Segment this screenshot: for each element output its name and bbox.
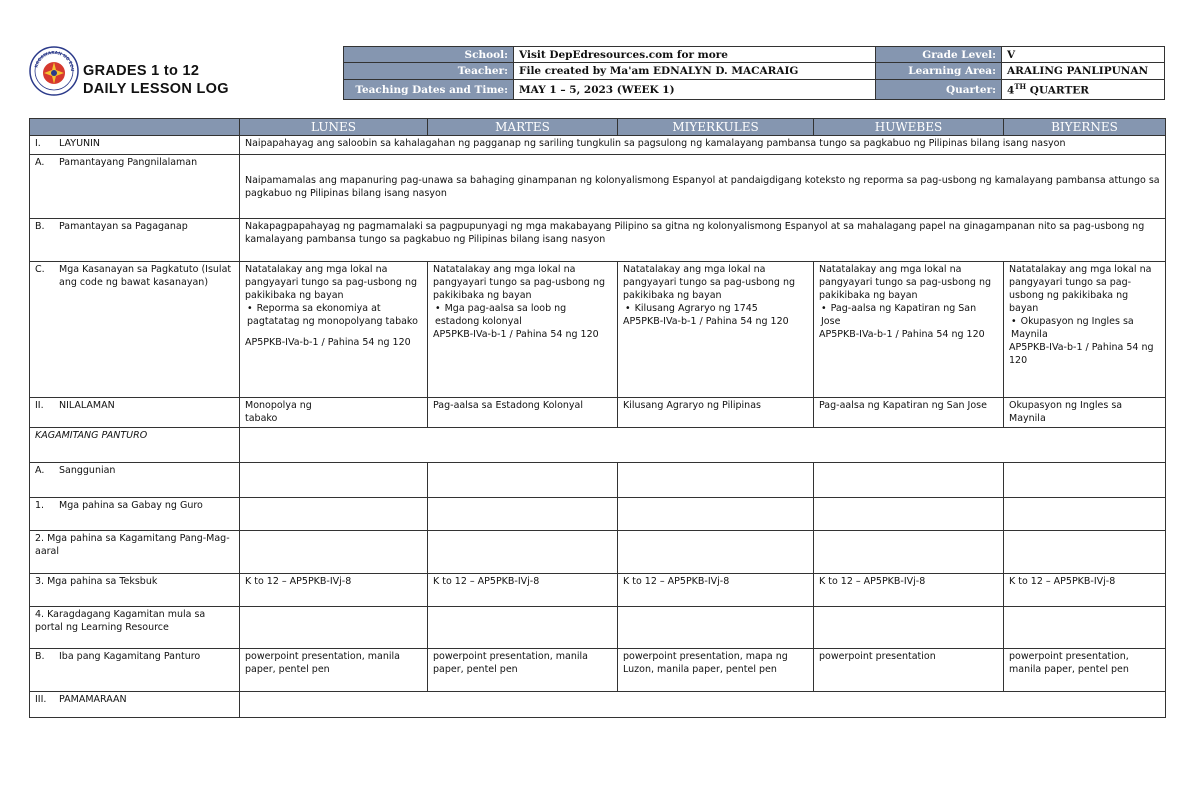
quarter-label: Quarter: <box>876 80 1002 100</box>
quarter-number: 4 <box>1007 84 1015 97</box>
teaching-dates-label: Teaching Dates and Time: <box>344 80 514 100</box>
row-label-kagamitang-mag-aaral: 2. Mga pahina sa Kagamitang Pang-Mag-aaral <box>30 531 240 574</box>
kasanayan-huwebes: Natatalakay ang mga lokal na pangyayari tungo sa pag-usbong ng pakikibaka ng bayan • Pag-aalsa ng Kapatiran ng San Jose AP5PKB-IVa-b-1 / Pahina 54 ng 120 <box>814 262 1004 398</box>
learning-area-label: Learning Area: <box>876 63 1002 80</box>
row-pamantayang-pangnilalaman <box>30 155 1166 219</box>
gabay-biyernes <box>1004 498 1166 531</box>
iba-pang-martes: powerpoint presentation, manila paper, pentel pen <box>428 649 618 692</box>
sanggunian-martes <box>428 463 618 498</box>
row-gabay-ng-guro <box>30 498 1166 531</box>
row-kagamitang-mag-aaral <box>30 531 1166 574</box>
karagdagang-martes <box>428 607 618 649</box>
school-value: Visit DepEdresources.com for more <box>514 47 876 63</box>
nilalaman-huwebes: Pag-aalsa ng Kapatiran ng San Jose <box>814 398 1004 428</box>
lesson-log-table <box>29 118 1166 718</box>
teksbuk-miyerkules: K to 12 – AP5PKB-IVj-8 <box>618 574 814 607</box>
karagdagang-biyernes <box>1004 607 1166 649</box>
kagamitang-panturo-cell <box>240 428 1166 463</box>
mag-aaral-huwebes <box>814 531 1004 574</box>
iba-pang-miyerkules: powerpoint presentation, mapa ng Luzon, manila paper, pentel pen <box>618 649 814 692</box>
sanggunian-huwebes <box>814 463 1004 498</box>
teksbuk-biyernes: K to 12 – AP5PKB-IVj-8 <box>1004 574 1166 607</box>
nilalaman-miyerkules: Kilusang Agraryo ng Pilipinas <box>618 398 814 428</box>
nilalaman-martes: Pag-aalsa sa Estadong Kolonyal <box>428 398 618 428</box>
gabay-miyerkules <box>618 498 814 531</box>
row-label-layunin: I. LAYUNIN <box>30 136 240 155</box>
karagdagang-miyerkules <box>618 607 814 649</box>
quarter-word: QUARTER <box>1029 84 1090 97</box>
row-label-teksbuk: 3. Mga pahina sa Teksbuk <box>30 574 240 607</box>
mag-aaral-martes <box>428 531 618 574</box>
teacher-value: File created by Ma'am EDNALYN D. MACARAIG <box>514 63 876 80</box>
learning-area-value: ARALING PANLIPUNAN <box>1002 63 1165 80</box>
pamantayang-pangnilalaman-text: Naipamamalas ang mapanuring pag-unawa sa bahaging ginampanan ng kolonyalismong Espanyol at pandaigdigang koteksto ng reporma sa pag-usbong ng kamalayang pambansa attungo sa pagkabuo ng Pilipinas bilang isang nasyon <box>240 155 1166 219</box>
row-label-kasanayan: C. Mga Kasanayan sa Pagkatuto (Isulat ang code ng bawat kasanayan) <box>30 262 240 398</box>
row-kagamitang-panturo <box>30 428 1166 463</box>
teacher-label: Teacher: <box>344 63 514 80</box>
sanggunian-biyernes <box>1004 463 1166 498</box>
row-label-pamantayan-pagganap: B. Pamantayan sa Pagaganap <box>30 219 240 262</box>
grade-level-label: Grade Level: <box>876 47 1002 63</box>
row-label-kagamitang-panturo: KAGAMITANG PANTURO <box>30 428 240 463</box>
sanggunian-miyerkules <box>618 463 814 498</box>
row-nilalaman <box>30 398 1166 428</box>
school-label: School: <box>344 47 514 63</box>
nilalaman-lunes: Monopolya ng tabako <box>240 398 428 428</box>
day-header-row <box>30 119 1166 136</box>
row-label-pamantayang-pangnilalaman: A. Pamantayang Pangnilalaman <box>30 155 240 219</box>
row-karagdagang-kagamitan <box>30 607 1166 649</box>
mag-aaral-biyernes <box>1004 531 1166 574</box>
kasanayan-lunes: Natatalakay ang mga lokal na pangyayari tungo sa pag-usbong ng pakikibaka ng bayan • Reporma sa ekonomiya at pagtatatag ng monopolyang tabako AP5PKB-IVa-b-1 / Pahina 54 ng 120 <box>240 262 428 398</box>
day-header-miyerkules: MIYERKULES <box>618 119 814 136</box>
header-info-table <box>343 46 1165 100</box>
iba-pang-huwebes: powerpoint presentation <box>814 649 1004 692</box>
day-header-martes: MARTES <box>428 119 618 136</box>
svg-text:KAGAWARAN NG EDUKASYON: KAGAWARAN NG EDU <box>33 49 76 72</box>
mag-aaral-lunes <box>240 531 428 574</box>
row-layunin <box>30 136 1166 155</box>
karagdagang-lunes <box>240 607 428 649</box>
title-line-2: DAILY LESSON LOG <box>83 81 229 97</box>
teksbuk-lunes: K to 12 – AP5PKB-IVj-8 <box>240 574 428 607</box>
kasanayan-martes: Natatalakay ang mga lokal na pangyayari tungo sa pag-usbong ng pakikibaka ng bayan • Mga pag-aalsa sa loob ng estadong kolonyal AP5PKB-IVa-b-1 / Pahina 54 ng 120 <box>428 262 618 398</box>
corner-cell <box>30 119 240 136</box>
row-label-gabay-ng-guro: 1. Mga pahina sa Gabay ng Guro <box>30 498 240 531</box>
row-label-sanggunian: A. Sanggunian <box>30 463 240 498</box>
row-iba-pang-kagamitan <box>30 649 1166 692</box>
layunin-text: Naipapahayag ang saloobin sa kahalagahan ng pagganap ng sariling tungkulin sa pagsulong ng kamalayang pambansa tungo sa pagkabuo ng Pilipinas bilang isang nasyon <box>240 136 1166 155</box>
pamamaraan-cell <box>240 692 1166 718</box>
teaching-dates-value: MAY 1 – 5, 2023 (WEEK 1) <box>514 80 876 100</box>
day-header-huwebes: HUWEBES <box>814 119 1004 136</box>
kasanayan-biyernes: Natatalakay ang mga lokal na pangyayari tungo sa pag-usbong ng pakikibaka ng bayan • Okupasyon ng Ingles sa Maynila AP5PKB-IVa-b-1 / Pahina 54 ng 120 <box>1004 262 1166 398</box>
row-teksbuk <box>30 574 1166 607</box>
row-label-pamamaraan: III. PAMAMARAAN <box>30 692 240 718</box>
teksbuk-martes: K to 12 – AP5PKB-IVj-8 <box>428 574 618 607</box>
teksbuk-huwebes: K to 12 – AP5PKB-IVj-8 <box>814 574 1004 607</box>
row-pamantayan-pagganap <box>30 219 1166 262</box>
grade-level-value: V <box>1002 47 1165 63</box>
sanggunian-lunes <box>240 463 428 498</box>
day-header-biyernes: BIYERNES <box>1004 119 1166 136</box>
row-label-iba-pang-kagamitan: B. Iba pang Kagamitang Panturo <box>30 649 240 692</box>
karagdagang-huwebes <box>814 607 1004 649</box>
row-label-karagdagang-kagamitan: 4. Karagdagang Kagamitan mula sa portal ng Learning Resource <box>30 607 240 649</box>
nilalaman-biyernes: Okupasyon ng Ingles sa Maynila <box>1004 398 1166 428</box>
row-label-nilalaman: II. NILALAMAN <box>30 398 240 428</box>
row-sanggunian <box>30 463 1166 498</box>
row-kasanayan <box>30 262 1166 398</box>
quarter-suffix: TH <box>1014 82 1027 92</box>
kasanayan-miyerkules: Natatalakay ang mga lokal na pangyayari tungo sa pag-usbong ng pakikibaka ng bayan • Kilusang Agraryo ng 1745 AP5PKB-IVa-b-1 / Pahina 54 ng 120 <box>618 262 814 398</box>
title-line-1: GRADES 1 to 12 <box>83 63 200 79</box>
row-pamamaraan <box>30 692 1166 718</box>
quarter-value <box>1002 80 1165 100</box>
deped-seal-logo <box>29 46 79 96</box>
gabay-martes <box>428 498 618 531</box>
pamantayan-pagganap-text: Nakapagpapahayag ng pagmamalaki sa pagpupunyagi ng mga makabayang Pilipino sa gitna ng kolonyalismong Espanyol at sa mahalagang papel na ginagampanan nito sa pag-usbong ng kamalayang pambansa tungo sa pagkabuo ng Pilipinas bilang isang nasyon <box>240 219 1166 262</box>
document-title <box>83 62 229 98</box>
iba-pang-lunes: powerpoint presentation, manila paper, pentel pen <box>240 649 428 692</box>
mag-aaral-miyerkules <box>618 531 814 574</box>
gabay-lunes <box>240 498 428 531</box>
day-header-lunes: LUNES <box>240 119 428 136</box>
gabay-huwebes <box>814 498 1004 531</box>
iba-pang-biyernes: powerpoint presentation, manila paper, pentel pen <box>1004 649 1166 692</box>
